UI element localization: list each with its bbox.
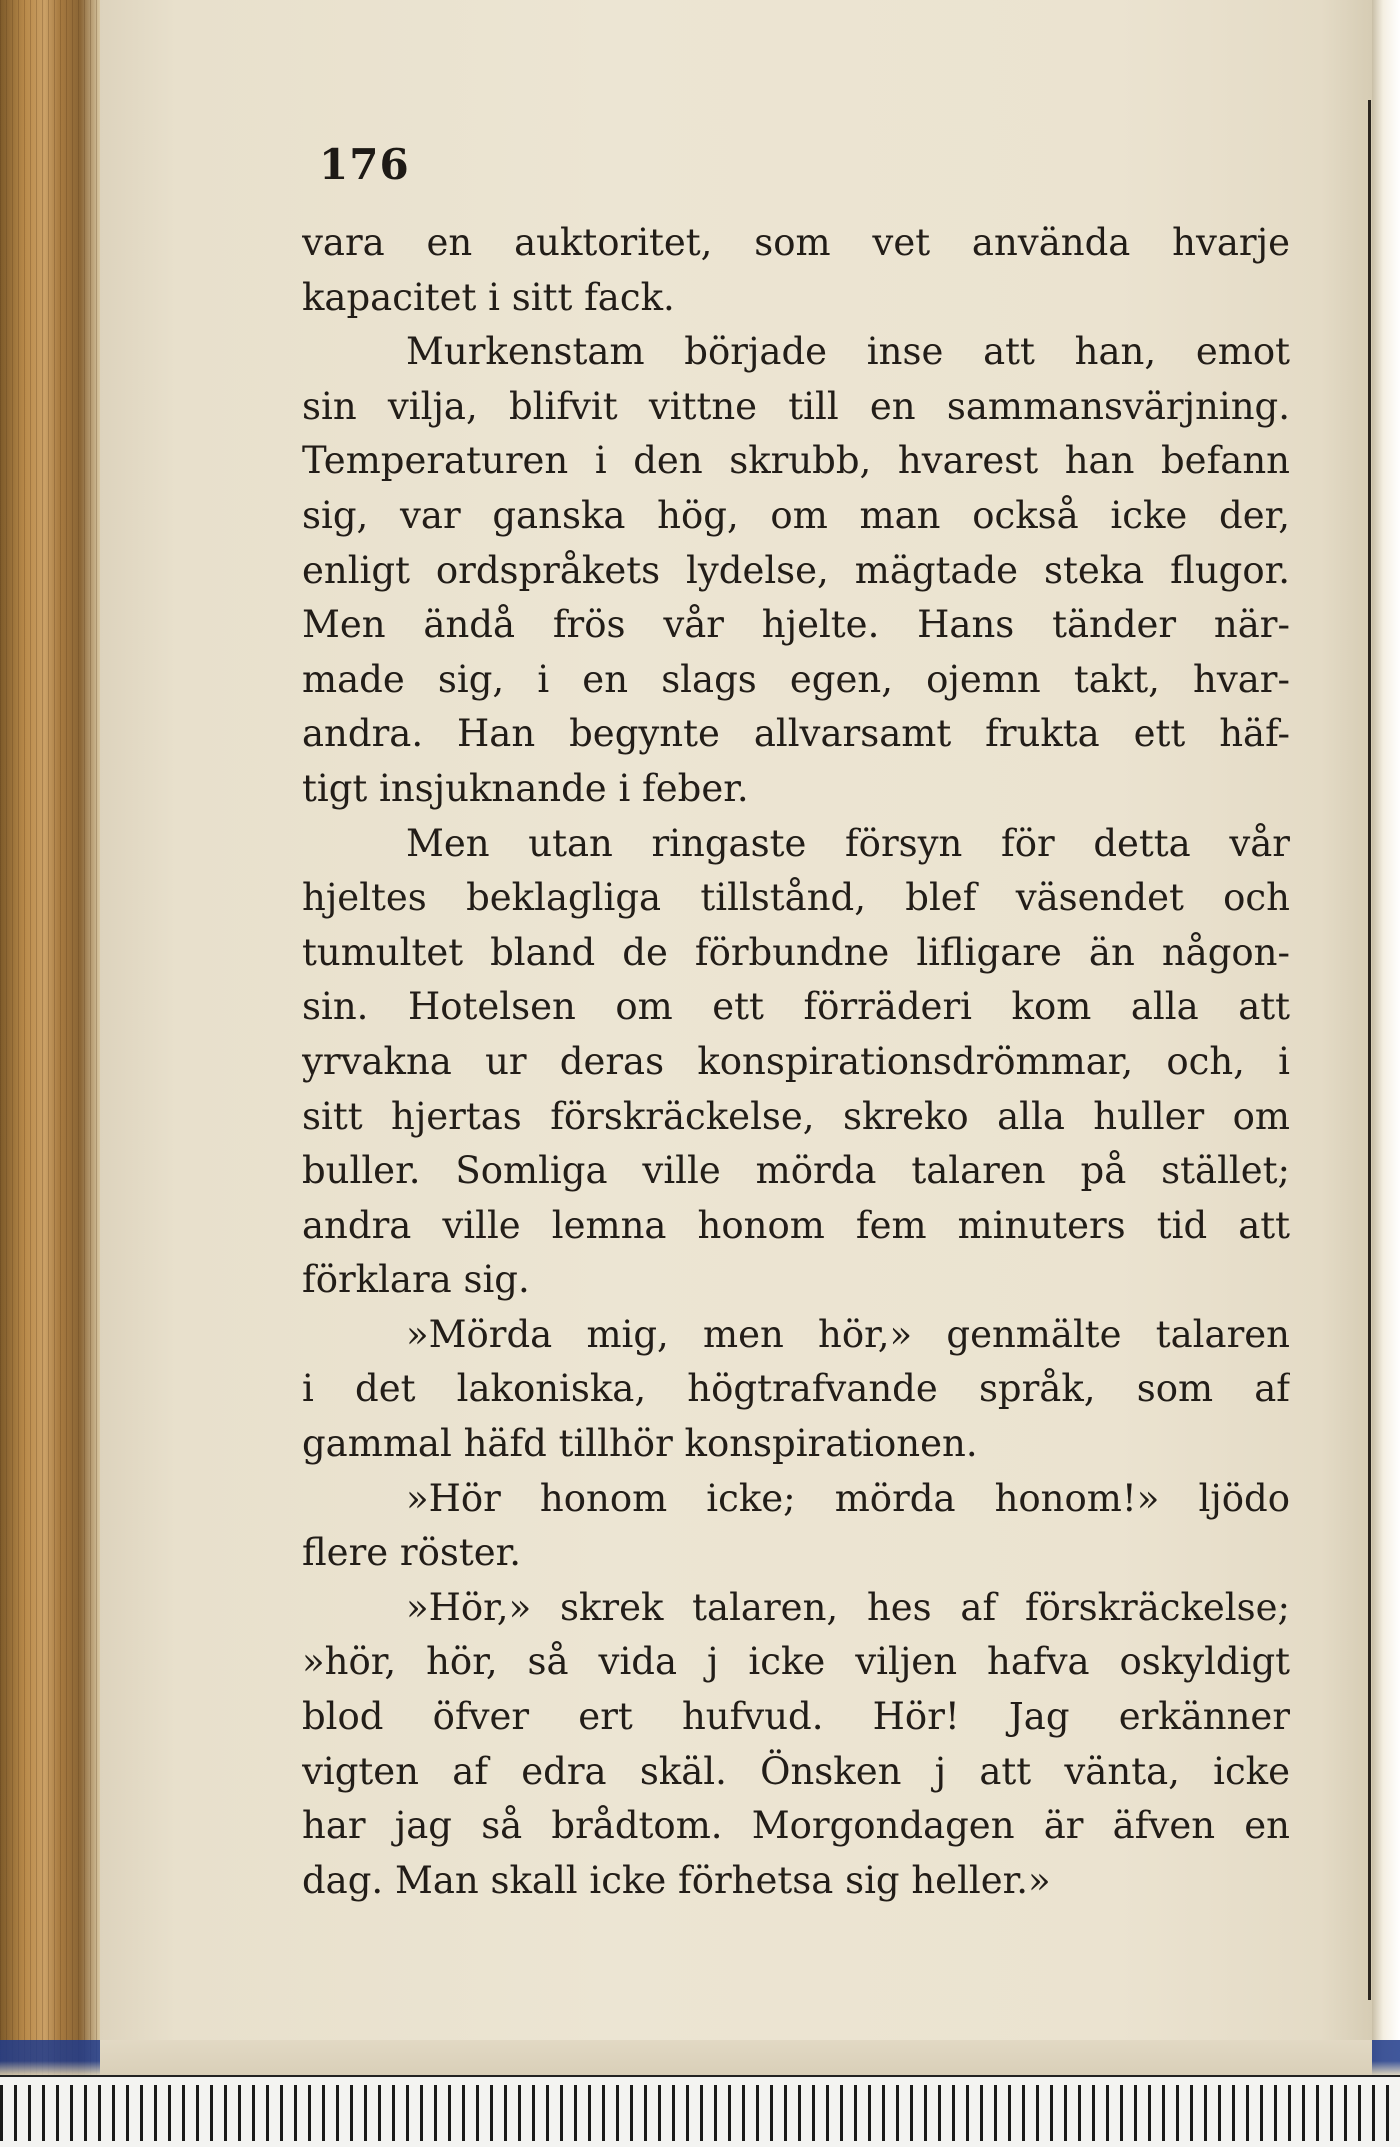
text-line: yrvakna ur deras konspirationsdrömmar, och, i — [302, 1039, 1290, 1083]
text-line: tigt insjuknande i feber. — [302, 766, 749, 810]
text-line: »Mörda mig, men hör,» genmälte talaren — [406, 1312, 1290, 1356]
scan-ruler — [0, 2075, 1400, 2147]
text-line: »Hör honom icke; mörda honom!» ljödo — [406, 1476, 1290, 1520]
text-line: i det lakoniska, högtrafvande språk, som af — [302, 1367, 1290, 1411]
page-edge-shadow — [1368, 100, 1371, 2000]
text-line: »hör, hör, så vida j icke viljen hafva oskyldigt — [302, 1640, 1290, 1684]
text-line: sig, var ganska hög, om man också icke der, — [302, 493, 1290, 537]
text-line: förklara sig. — [302, 1258, 530, 1302]
text-line: »Hör,» skrek talaren, hes af förskräckelse; — [406, 1585, 1290, 1629]
text-line: enligt ordspråkets lydelse, mägtade steka flugor. — [302, 548, 1290, 592]
text-line: gammal häfd tillhör konspirationen. — [302, 1422, 978, 1466]
text-line: tumultet bland de förbundne lifligare än någon- — [302, 930, 1290, 974]
text-line: har jag så brådtom. Morgondagen är äfven en — [302, 1804, 1290, 1848]
page-number: 176 — [319, 140, 410, 189]
binding-texture — [0, 0, 100, 2147]
ruler-ticks — [0, 2085, 1400, 2141]
bottom-paper-strip — [100, 2040, 1372, 2075]
text-line: blod öfver ert hufvud. Hör! Jag erkänner — [302, 1695, 1290, 1739]
text-line: Men ändå frös vår hjelte. Hans tänder när- — [302, 603, 1290, 647]
text-line: buller. Somliga ville mörda talaren på stället; — [302, 1149, 1290, 1193]
text-line: hjeltes beklagliga tillstånd, blef väsendet och — [302, 876, 1290, 920]
text-line: sin. Hotelsen om ett förräderi kom alla att — [302, 985, 1290, 1029]
text-line: kapacitet i sitt fack. — [302, 275, 675, 319]
text-line: andra ville lemna honom fem minuters tid att — [302, 1203, 1290, 1247]
text-line: andra. Han begynte allvarsamt frukta ett häf- — [302, 712, 1290, 756]
text-line: Men utan ringaste försyn för detta vår — [406, 821, 1290, 865]
page-right-edge — [1372, 0, 1400, 2075]
text-line: dag. Man skall icke förhetsa sig heller.» — [302, 1858, 1051, 1902]
text-line: sin vilja, blifvit vittne till en sammansvärjning. — [302, 384, 1290, 428]
body-text — [302, 216, 1290, 1908]
text-line: vara en auktoritet, som vet använda hvarje — [302, 221, 1290, 264]
text-line: sitt hjertas förskräckelse, skreko alla huller om — [302, 1094, 1290, 1138]
text-line: Murkenstam började inse att han, emot — [406, 330, 1290, 374]
text-line: flere röster. — [302, 1531, 522, 1575]
text-line: vigten af edra skäl. Önsken j att vänta, icke — [302, 1749, 1290, 1793]
text-line: made sig, i en slags egen, ojemn takt, hvar- — [302, 657, 1290, 701]
text-line: Temperaturen i den skrubb, hvarest han befann — [302, 439, 1290, 483]
